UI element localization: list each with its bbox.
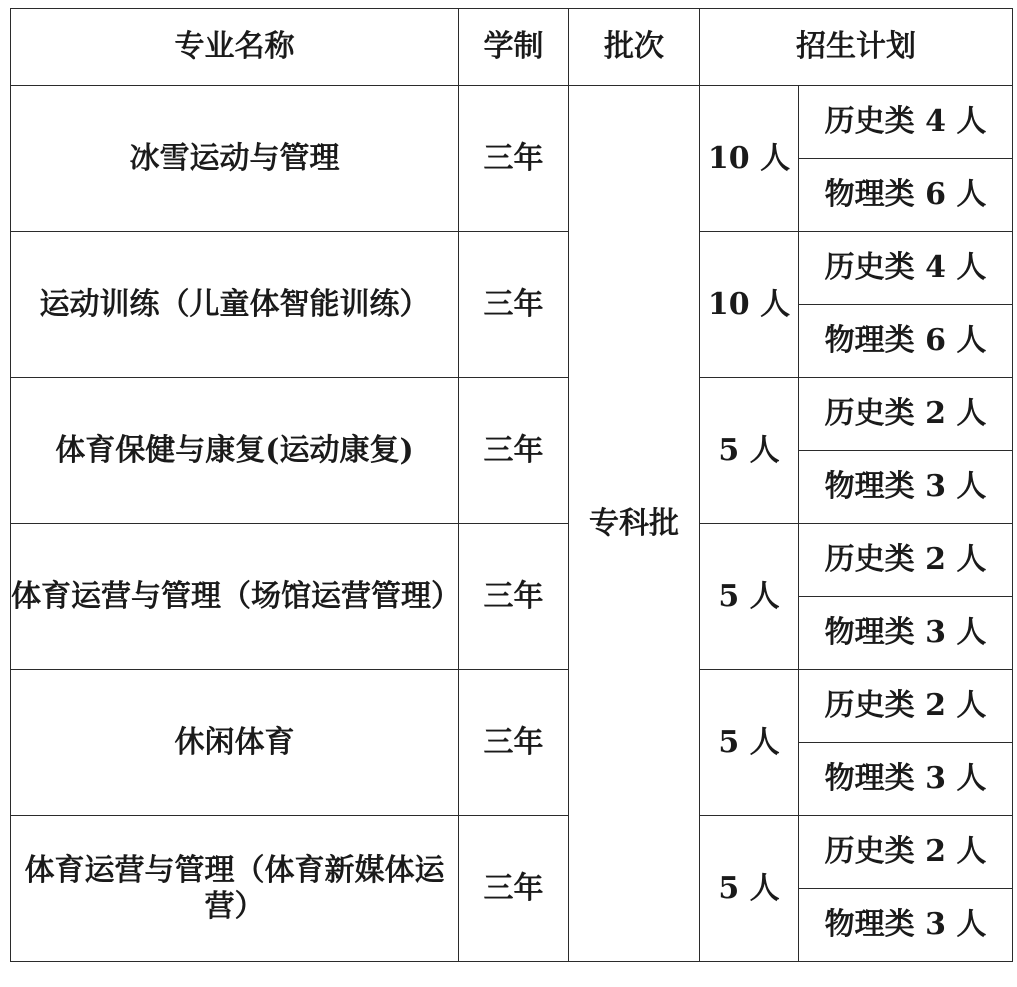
sub-quota-history xyxy=(799,232,1013,305)
category-count: 4 人 xyxy=(925,250,987,285)
category-label: 历史类 xyxy=(824,834,915,869)
category-count: 6 人 xyxy=(925,323,987,358)
batch-cell: 专科批 xyxy=(569,86,700,962)
category-label: 历史类 xyxy=(824,688,915,723)
total-quota: 10 人 xyxy=(700,232,799,378)
category-count: 2 人 xyxy=(925,542,987,577)
sub-quota-history xyxy=(799,86,1013,159)
duration-cell: 三年 xyxy=(459,816,569,962)
table-row xyxy=(11,232,1013,305)
total-quota: 10 人 xyxy=(700,86,799,232)
category-count: 2 人 xyxy=(925,688,987,723)
header-major: 专业名称 xyxy=(11,9,459,86)
category-label: 历史类 xyxy=(824,542,915,577)
sub-quota-history xyxy=(799,816,1013,889)
table-row xyxy=(11,816,1013,889)
header-enrollment-plan: 招生计划 xyxy=(700,9,1013,86)
total-quota: 5 人 xyxy=(700,670,799,816)
table-row xyxy=(11,86,1013,159)
category-count: 3 人 xyxy=(925,761,987,796)
major-name: 体育保健与康复(运动康复) xyxy=(11,378,459,524)
duration-cell: 三年 xyxy=(459,378,569,524)
sub-quota-history xyxy=(799,378,1013,451)
category-label: 物理类 xyxy=(824,907,915,942)
category-label: 物理类 xyxy=(824,615,915,650)
category-count: 4 人 xyxy=(925,104,987,139)
duration-cell: 三年 xyxy=(459,86,569,232)
header-batch: 批次 xyxy=(569,9,700,86)
total-quota: 5 人 xyxy=(700,524,799,670)
total-quota: 5 人 xyxy=(700,378,799,524)
sub-quota-history xyxy=(799,670,1013,743)
sub-quota-history xyxy=(799,524,1013,597)
major-name: 休闲体育 xyxy=(11,670,459,816)
category-count: 6 人 xyxy=(925,177,987,212)
category-label: 物理类 xyxy=(824,177,915,212)
sub-quota-physics xyxy=(799,889,1013,962)
major-name: 运动训练（儿童体智能训练） xyxy=(11,232,459,378)
category-label: 物理类 xyxy=(824,761,915,796)
header-duration: 学制 xyxy=(459,9,569,86)
sub-quota-physics xyxy=(799,451,1013,524)
category-label: 历史类 xyxy=(824,104,915,139)
major-name: 冰雪运动与管理 xyxy=(11,86,459,232)
category-count: 3 人 xyxy=(925,615,987,650)
sub-quota-physics xyxy=(799,159,1013,232)
sub-quota-physics xyxy=(799,743,1013,816)
category-label: 物理类 xyxy=(824,469,915,504)
major-name: 体育运营与管理（体育新媒体运营） xyxy=(11,816,459,962)
table-row xyxy=(11,378,1013,451)
table-row xyxy=(11,670,1013,743)
sub-quota-physics xyxy=(799,305,1013,378)
major-name: 体育运营与管理（场馆运营管理） xyxy=(11,524,459,670)
enrollment-plan-table xyxy=(10,8,1013,962)
category-count: 2 人 xyxy=(925,834,987,869)
sub-quota-physics xyxy=(799,597,1013,670)
category-label: 历史类 xyxy=(824,396,915,431)
duration-cell: 三年 xyxy=(459,232,569,378)
category-label: 物理类 xyxy=(824,323,915,358)
category-count: 2 人 xyxy=(925,396,987,431)
category-count: 3 人 xyxy=(925,469,987,504)
category-count: 3 人 xyxy=(925,907,987,942)
header-row xyxy=(11,9,1013,86)
total-quota: 5 人 xyxy=(700,816,799,962)
duration-cell: 三年 xyxy=(459,524,569,670)
table-row xyxy=(11,524,1013,597)
category-label: 历史类 xyxy=(824,250,915,285)
duration-cell: 三年 xyxy=(459,670,569,816)
